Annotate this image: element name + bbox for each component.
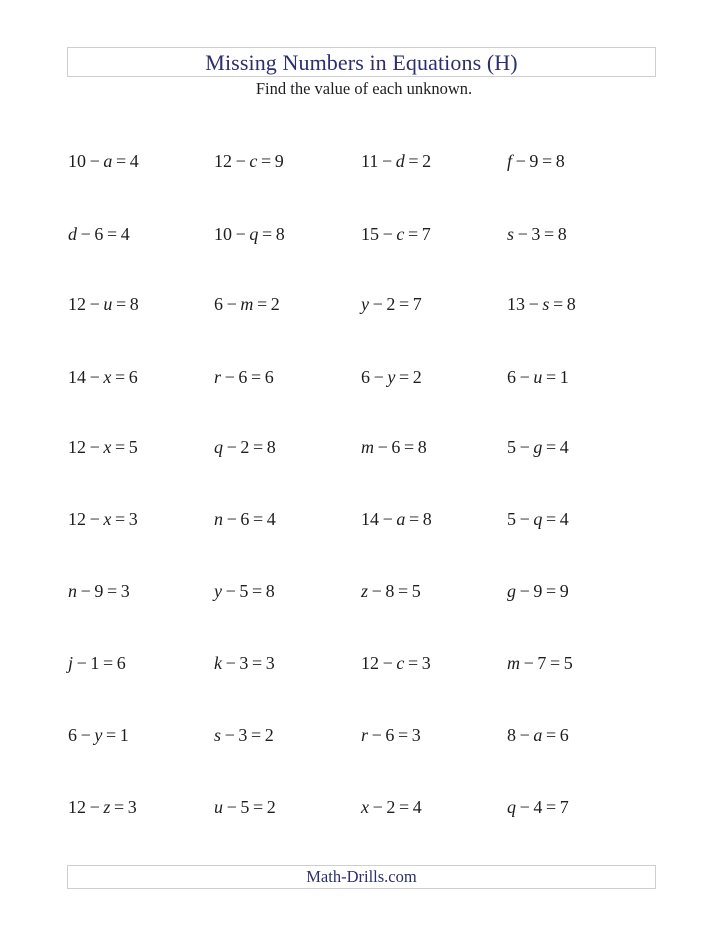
equation-term: 12 bbox=[361, 653, 379, 673]
unknown-variable: a bbox=[396, 509, 406, 529]
equation: q − 2 = 8 bbox=[214, 437, 276, 457]
unknown-variable: s bbox=[214, 725, 222, 745]
equation-term: 14 bbox=[68, 367, 86, 387]
equation: s − 3 = 2 bbox=[214, 725, 274, 745]
unknown-variable: q bbox=[507, 797, 516, 817]
equation-term: 3 bbox=[531, 224, 541, 244]
equation: 6 − y = 2 bbox=[361, 367, 422, 387]
equation-result: 4 bbox=[266, 509, 276, 529]
equation: s − 3 = 8 bbox=[507, 224, 567, 244]
equation-result: 8 bbox=[557, 224, 567, 244]
operator-minus: − bbox=[372, 294, 383, 314]
equation-result: 4 bbox=[120, 224, 130, 244]
operator-minus: − bbox=[225, 653, 236, 673]
equation-term: 5 bbox=[240, 797, 250, 817]
equation-term: 12 bbox=[214, 151, 232, 171]
equation-term: 1 bbox=[90, 653, 100, 673]
equation: 6 − m = 2 bbox=[214, 294, 280, 314]
unknown-variable: q bbox=[249, 224, 259, 244]
equation-term: 12 bbox=[68, 797, 86, 817]
operator-minus: − bbox=[523, 653, 534, 673]
operator-minus: − bbox=[80, 581, 91, 601]
unknown-variable: g bbox=[507, 581, 516, 601]
equation-result: 2 bbox=[412, 367, 422, 387]
unknown-variable: q bbox=[533, 509, 543, 529]
operator-minus: − bbox=[519, 581, 530, 601]
equation-result: 8 bbox=[555, 151, 565, 171]
equation-result: 9 bbox=[274, 151, 284, 171]
equation-term: 6 bbox=[68, 725, 77, 745]
unknown-variable: k bbox=[214, 653, 222, 673]
equation-result: 6 bbox=[264, 367, 274, 387]
equation-result: 7 bbox=[421, 224, 431, 244]
equation-result: 2 bbox=[270, 294, 280, 314]
operator-minus: − bbox=[80, 224, 91, 244]
operator-minus: − bbox=[76, 653, 87, 673]
equation: g − 9 = 9 bbox=[507, 581, 569, 601]
operator-minus: − bbox=[224, 367, 235, 387]
equation-term: 11 bbox=[361, 151, 379, 171]
equation-term: 6 bbox=[214, 294, 223, 314]
equation: r − 6 = 3 bbox=[361, 725, 421, 745]
unknown-variable: q bbox=[214, 437, 223, 457]
equation: z − 8 = 5 bbox=[361, 581, 421, 601]
equation-term: 6 bbox=[391, 437, 401, 457]
equation: 5 − q = 4 bbox=[507, 509, 569, 529]
equation-term: 7 bbox=[537, 653, 547, 673]
equation-result: 2 bbox=[266, 797, 276, 817]
equation-term: 6 bbox=[507, 367, 516, 387]
equation-result: 7 bbox=[559, 797, 569, 817]
unknown-variable: c bbox=[249, 151, 258, 171]
equation-result: 4 bbox=[129, 151, 139, 171]
unknown-variable: g bbox=[533, 437, 543, 457]
equation: r − 6 = 6 bbox=[214, 367, 274, 387]
operator-minus: − bbox=[226, 797, 237, 817]
unknown-variable: d bbox=[395, 151, 405, 171]
operator-minus: − bbox=[89, 151, 100, 171]
equation-term: 12 bbox=[68, 294, 86, 314]
operator-minus: − bbox=[89, 437, 100, 457]
equation-term: 5 bbox=[507, 437, 516, 457]
unknown-variable: u bbox=[533, 367, 543, 387]
equation-result: 1 bbox=[119, 725, 129, 745]
equation: k − 3 = 3 bbox=[214, 653, 275, 673]
equation-result: 6 bbox=[116, 653, 126, 673]
equation-term: 13 bbox=[507, 294, 525, 314]
unknown-variable: x bbox=[103, 509, 112, 529]
operator-minus: − bbox=[377, 437, 388, 457]
equation: 5 − g = 4 bbox=[507, 437, 569, 457]
equation-result: 1 bbox=[559, 367, 569, 387]
equation: 12 − x = 5 bbox=[68, 437, 138, 457]
equation-result: 5 bbox=[128, 437, 138, 457]
unknown-variable: n bbox=[68, 581, 77, 601]
equation: y − 2 = 7 bbox=[361, 294, 422, 314]
unknown-variable: y bbox=[214, 581, 222, 601]
operator-minus: − bbox=[371, 725, 382, 745]
unknown-variable: m bbox=[361, 437, 374, 457]
equation: 12 − z = 3 bbox=[68, 797, 137, 817]
equation-result: 6 bbox=[559, 725, 569, 745]
equation-term: 2 bbox=[386, 797, 396, 817]
operator-minus: − bbox=[89, 509, 100, 529]
equation-term: 9 bbox=[533, 581, 543, 601]
operator-minus: − bbox=[519, 367, 530, 387]
equation-result: 3 bbox=[265, 653, 275, 673]
operator-minus: − bbox=[373, 367, 384, 387]
equation: j − 1 = 6 bbox=[68, 653, 126, 673]
operator-minus: − bbox=[226, 509, 237, 529]
operator-minus: − bbox=[515, 151, 526, 171]
equation: m − 6 = 8 bbox=[361, 437, 427, 457]
footer-box bbox=[67, 865, 656, 889]
equation-result: 5 bbox=[563, 653, 573, 673]
equation-result: 4 bbox=[412, 797, 422, 817]
equation-result: 8 bbox=[129, 294, 139, 314]
equation: 6 − u = 1 bbox=[507, 367, 569, 387]
operator-minus: − bbox=[528, 294, 539, 314]
operator-minus: − bbox=[381, 151, 393, 171]
equation-term: 14 bbox=[361, 509, 379, 529]
equation-term: 10 bbox=[214, 224, 232, 244]
equation-term: 9 bbox=[529, 151, 539, 171]
operator-minus: − bbox=[224, 725, 235, 745]
equation-result: 8 bbox=[265, 581, 275, 601]
equation: 12 − x = 3 bbox=[68, 509, 138, 529]
equation: 14 − a = 8 bbox=[361, 509, 432, 529]
equation-result: 9 bbox=[559, 581, 569, 601]
equation-term: 3 bbox=[238, 725, 248, 745]
equation: 11 − d = 2 bbox=[361, 151, 432, 171]
equation: 12 − c = 9 bbox=[214, 151, 284, 171]
equation-result: 6 bbox=[128, 367, 138, 387]
unknown-variable: d bbox=[68, 224, 77, 244]
equation-term: 8 bbox=[507, 725, 516, 745]
equation-result: 8 bbox=[422, 509, 432, 529]
operator-minus: − bbox=[382, 653, 393, 673]
operator-minus: − bbox=[371, 581, 382, 601]
unknown-variable: f bbox=[507, 151, 513, 171]
operator-minus: − bbox=[382, 509, 393, 529]
equation-result: 3 bbox=[127, 797, 137, 817]
equation-result: 2 bbox=[422, 151, 432, 171]
equation: n − 6 = 4 bbox=[214, 509, 276, 529]
unknown-variable: r bbox=[214, 367, 222, 387]
equation: 10 − a = 4 bbox=[68, 151, 139, 171]
equation-term: 6 bbox=[385, 725, 395, 745]
equation-result: 4 bbox=[559, 509, 569, 529]
footer-site: Math-Drills.com bbox=[306, 867, 417, 886]
unknown-variable: a bbox=[533, 725, 543, 745]
equation-term: 5 bbox=[239, 581, 249, 601]
equation: 12 − u = 8 bbox=[68, 294, 139, 314]
unknown-variable: x bbox=[103, 437, 112, 457]
unknown-variable: z bbox=[361, 581, 369, 601]
unknown-variable: z bbox=[103, 797, 111, 817]
unknown-variable: u bbox=[214, 797, 223, 817]
operator-minus: − bbox=[235, 224, 246, 244]
operator-minus: − bbox=[519, 725, 530, 745]
operator-minus: − bbox=[519, 509, 530, 529]
unknown-variable: a bbox=[103, 151, 113, 171]
equation: u − 5 = 2 bbox=[214, 797, 276, 817]
equation-term: 12 bbox=[68, 509, 86, 529]
equation-result: 8 bbox=[566, 294, 576, 314]
operator-minus: − bbox=[517, 224, 528, 244]
equation: d − 6 = 4 bbox=[68, 224, 130, 244]
equation: 14 − x = 6 bbox=[68, 367, 138, 387]
operator-minus: − bbox=[226, 437, 237, 457]
operator-minus: − bbox=[89, 367, 100, 387]
operator-minus: − bbox=[225, 581, 236, 601]
equation: 8 − a = 6 bbox=[507, 725, 569, 745]
equation-result: 7 bbox=[412, 294, 422, 314]
equation-term: 8 bbox=[385, 581, 395, 601]
title-box bbox=[67, 47, 656, 77]
equation: x − 2 = 4 bbox=[361, 797, 422, 817]
equation-term: 6 bbox=[94, 224, 104, 244]
operator-minus: − bbox=[80, 725, 91, 745]
equation-result: 5 bbox=[411, 581, 421, 601]
equation-result: 3 bbox=[411, 725, 421, 745]
equation-term: 4 bbox=[533, 797, 543, 817]
operator-minus: − bbox=[519, 437, 530, 457]
operator-minus: − bbox=[226, 294, 237, 314]
unknown-variable: s bbox=[542, 294, 550, 314]
worksheet-title: Missing Numbers in Equations (H) bbox=[205, 50, 518, 75]
unknown-variable: r bbox=[361, 725, 369, 745]
equation-term: 12 bbox=[68, 437, 86, 457]
equation-term: 6 bbox=[240, 509, 250, 529]
operator-minus: − bbox=[382, 224, 393, 244]
unknown-variable: m bbox=[507, 653, 520, 673]
equation-result: 2 bbox=[264, 725, 274, 745]
equation: 6 − y = 1 bbox=[68, 725, 129, 745]
equation-term: 2 bbox=[240, 437, 250, 457]
operator-minus: − bbox=[235, 151, 246, 171]
equation: 13 − s = 8 bbox=[507, 294, 576, 314]
equation: 10 − q = 8 bbox=[214, 224, 285, 244]
unknown-variable: s bbox=[507, 224, 515, 244]
operator-minus: − bbox=[89, 294, 100, 314]
equation: 15 − c = 7 bbox=[361, 224, 431, 244]
unknown-variable: m bbox=[240, 294, 254, 314]
equation-result: 8 bbox=[275, 224, 285, 244]
equation-result: 3 bbox=[128, 509, 138, 529]
equation-result: 3 bbox=[120, 581, 130, 601]
equation: y − 5 = 8 bbox=[214, 581, 275, 601]
equation-term: 9 bbox=[94, 581, 104, 601]
equation: f − 9 = 8 bbox=[507, 151, 565, 171]
equation-result: 4 bbox=[559, 437, 569, 457]
unknown-variable: n bbox=[214, 509, 223, 529]
equation-term: 2 bbox=[386, 294, 396, 314]
unknown-variable: c bbox=[396, 653, 405, 673]
unknown-variable: u bbox=[103, 294, 113, 314]
equation-term: 5 bbox=[507, 509, 516, 529]
equation: m − 7 = 5 bbox=[507, 653, 573, 673]
operator-minus: − bbox=[519, 797, 530, 817]
unknown-variable: j bbox=[68, 653, 74, 673]
equation-term: 15 bbox=[361, 224, 379, 244]
equation-result: 8 bbox=[417, 437, 427, 457]
unknown-variable: x bbox=[361, 797, 369, 817]
equation: 12 − c = 3 bbox=[361, 653, 431, 673]
unknown-variable: y bbox=[387, 367, 396, 387]
equation: n − 9 = 3 bbox=[68, 581, 130, 601]
equation-term: 3 bbox=[239, 653, 249, 673]
unknown-variable: y bbox=[94, 725, 103, 745]
equation-result: 8 bbox=[266, 437, 276, 457]
unknown-variable: c bbox=[396, 224, 405, 244]
equation-term: 10 bbox=[68, 151, 86, 171]
equation: q − 4 = 7 bbox=[507, 797, 569, 817]
operator-minus: − bbox=[89, 797, 100, 817]
instructions: Find the value of each unknown. bbox=[255, 79, 473, 98]
equation-result: 3 bbox=[421, 653, 431, 673]
equation-term: 6 bbox=[238, 367, 248, 387]
unknown-variable: y bbox=[361, 294, 369, 314]
unknown-variable: x bbox=[103, 367, 112, 387]
equation-term: 6 bbox=[361, 367, 370, 387]
operator-minus: − bbox=[372, 797, 383, 817]
